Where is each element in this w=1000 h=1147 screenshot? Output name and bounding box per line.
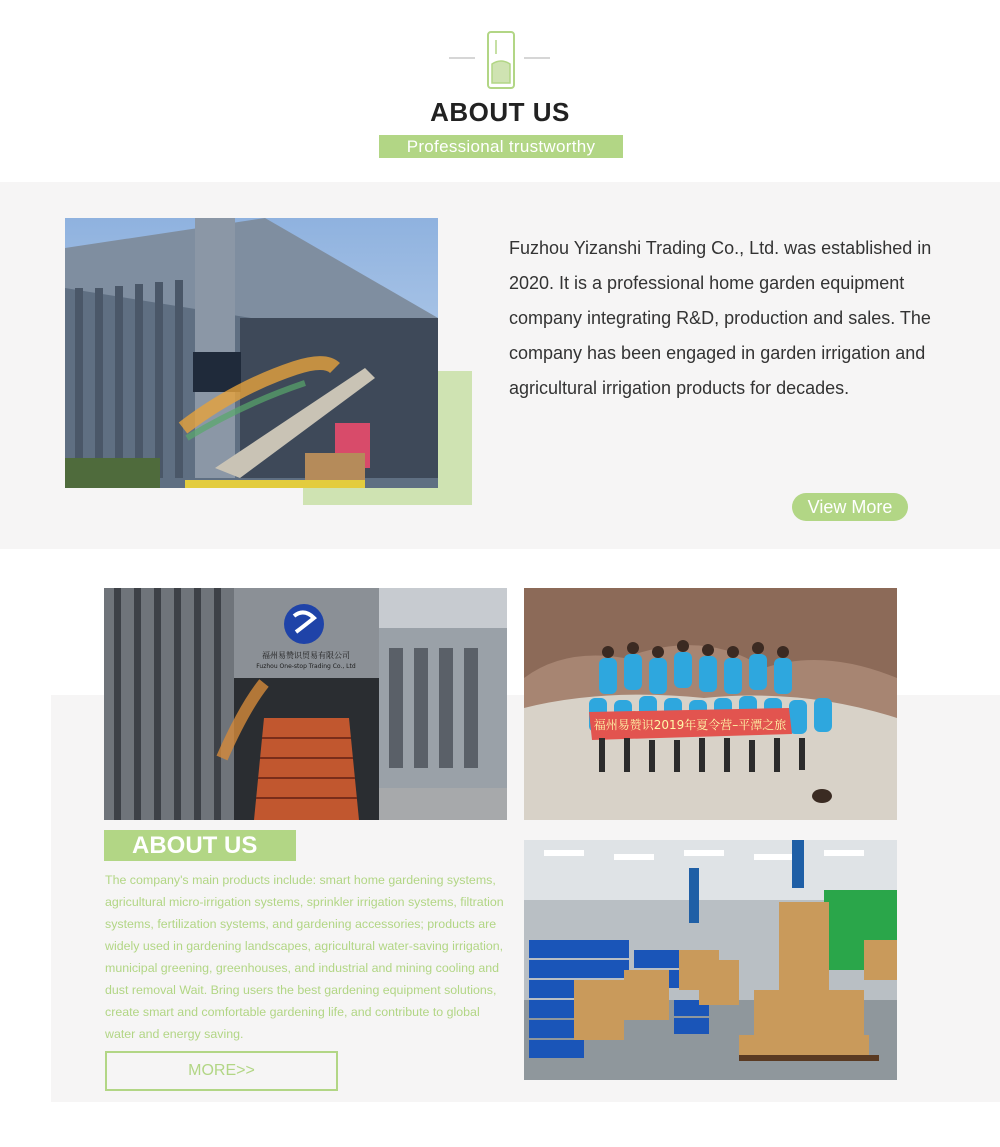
cup-icon xyxy=(486,30,516,90)
intro-paragraph: Fuzhou Yizanshi Trading Co., Ltd. was established in 2020. It is a professional home garden equipment company integrating R&D, production and sales. The company has been engaged in garden irrigation and agricultural irrigation products for decades. xyxy=(509,238,932,398)
office-sign-en: Fuzhou One-stop Trading Co., Ltd xyxy=(256,663,356,670)
header-divider-right xyxy=(524,57,550,59)
warehouse-photo xyxy=(524,840,897,1080)
team-banner-text: 福州易赞识2019年夏令营–平潭之旅 xyxy=(593,718,787,732)
view-more-button[interactable]: View More xyxy=(792,493,908,521)
header-divider-left xyxy=(449,57,475,59)
building-photo xyxy=(65,218,438,488)
office-entrance-photo xyxy=(104,588,507,820)
about-section-title: ABOUT US xyxy=(104,830,296,861)
office-sign-cn: 福州易赞识贸易有限公司 xyxy=(262,651,350,660)
page-subtitle: Professional trustworthy xyxy=(379,135,623,158)
team-photo xyxy=(524,588,897,820)
more-button[interactable]: MORE>> xyxy=(105,1051,338,1091)
page-title: ABOUT US xyxy=(430,97,570,127)
about-description: The company's main products include: smart home gardening systems, agricultural micro-irrigation systems, sprinkler irrigation systems, filtration systems, fertilization systems, and gardening accessories; products are widely used in gardening landscapes, agricultural water-saving irrigation, municipal greening, greenhouses, and industrial and mining cooling and dust removal Wait. Bring users the best gardening equipment solutions, create smart and comfortable gardening life, and contribute to global water and energy saving. xyxy=(105,873,504,1041)
